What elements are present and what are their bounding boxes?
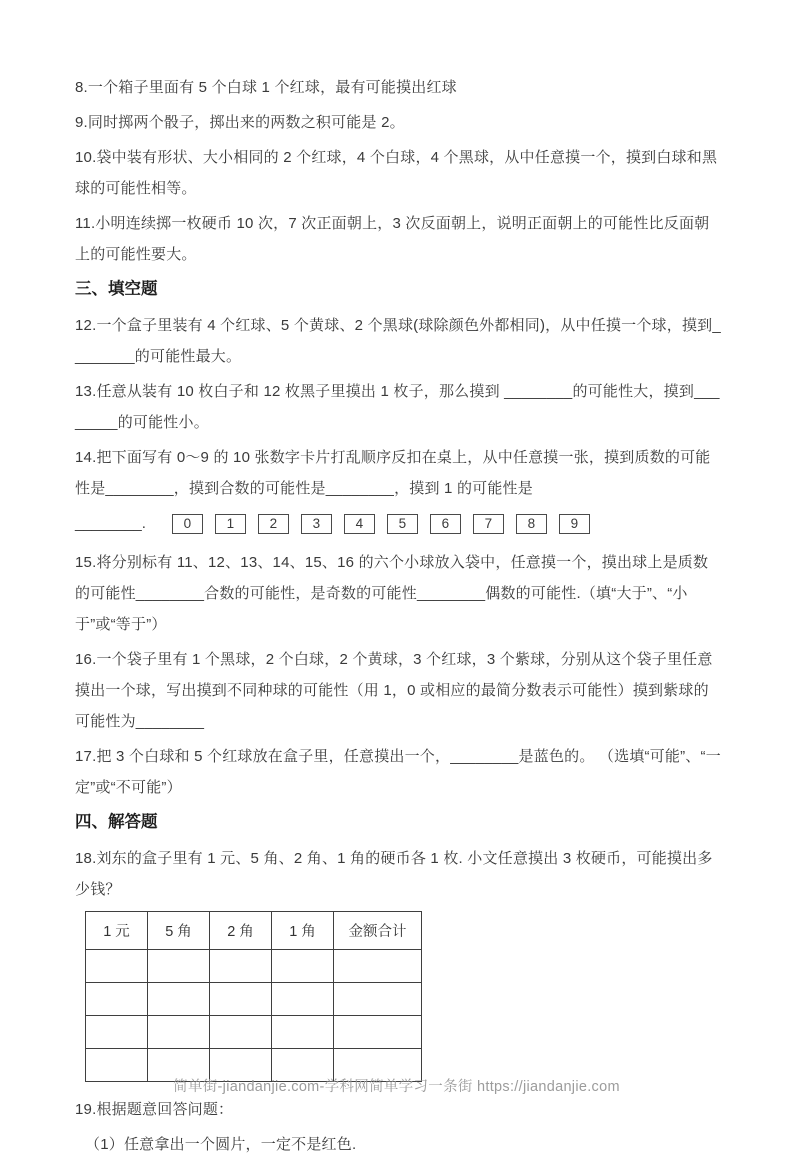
question-12: 12.一个盒子里装有 4 个红球、5 个黄球、2 个黑球(球除颜色外都相同)，从中任摸一个球，摸到________的可能性最大。 (75, 317, 721, 365)
footer-watermark: 简单街-jiandanjie.com-学科网简单学习一条街 https://jiandanjie.com (173, 1079, 620, 1095)
table-header-cell-total: 金额合计 (334, 912, 422, 950)
answer-table (85, 911, 422, 1082)
question-14-blank: ________. (75, 515, 146, 532)
table-cell (86, 983, 148, 1016)
table-header-cell-2jiao: 2 角 (210, 912, 272, 950)
table-header-cell-1yuan: 1 元 (86, 912, 148, 950)
digit-card-1: 1 (215, 514, 246, 534)
question-16: 16.一个袋子里有 1 个黑球，2 个白球，2 个黄球，3 个红球，3 个紫球，分别从这个袋子里任意摸出一个球，写出摸到不同种球的可能性（用 1，0 或相应的最简分数表示可能性）摸到紫球的可能性为________ (75, 651, 713, 730)
table-cell (272, 983, 334, 1016)
digit-card-3: 3 (301, 514, 332, 534)
digit-cards-row (75, 508, 721, 539)
table-cell (148, 1016, 210, 1049)
question-15: 15.将分别标有 11、12、13、14、15、16 的六个小球放入袋中，任意摸一个，摸出球上是质数的可能性________合数的可能性，是奇数的可能性________偶数的可能性.（填“大于”、“小于”或“等于”） (75, 554, 709, 633)
question-9: 9.同时掷两个骰子，掷出来的两数之积可能是 2。 (75, 114, 405, 131)
question-17: 17.把 3 个白球和 5 个红球放在盒子里，任意摸出一个，________是蓝色的。 （选填“可能”、“一定”或“不可能”） (75, 748, 721, 796)
section-header-answer: 四、解答题 (75, 813, 158, 831)
digit-card-2: 2 (258, 514, 289, 534)
table-cell (210, 983, 272, 1016)
question-13: 13.任意从装有 10 枚白子和 12 枚黑子里摸出 1 枚子，那么摸到 ________的可能性大，摸到________的可能性小。 (75, 383, 720, 431)
question-10: 10.袋中装有形状、大小相同的 2 个红球，4 个白球，4 个黑球，从中任意摸一个，摸到白球和黑球的可能性相等。 (75, 149, 718, 197)
digit-card-7: 7 (473, 514, 504, 534)
table-header-row (86, 912, 422, 950)
table-cell (334, 1016, 422, 1049)
table-cell (210, 1016, 272, 1049)
table-cell (86, 950, 148, 983)
digit-card-6: 6 (430, 514, 461, 534)
table-row (86, 950, 422, 983)
table-cell (272, 1016, 334, 1049)
table-row (86, 1016, 422, 1049)
table-cell (272, 950, 334, 983)
digit-card-5: 5 (387, 514, 418, 534)
question-8: 8.一个箱子里面有 5 个白球 1 个红球，最有可能摸出红球 (75, 79, 457, 96)
table-header-cell-5jiao: 5 角 (148, 912, 210, 950)
table-cell (148, 983, 210, 1016)
table-cell (334, 983, 422, 1016)
digit-card-8: 8 (516, 514, 547, 534)
table-header-cell-1jiao: 1 角 (272, 912, 334, 950)
digit-card-4: 4 (344, 514, 375, 534)
table-cell (210, 950, 272, 983)
table-cell (86, 1016, 148, 1049)
question-18: 18.刘东的盒子里有 1 元、5 角、2 角、1 角的硬币各 1 枚. 小文任意摸出 3 枚硬币，可能摸出多少钱？ (75, 850, 713, 898)
digit-card-0: 0 (172, 514, 203, 534)
question-19: 19.根据题意回答问题： (75, 1101, 234, 1118)
question-11: 11.小明连续掷一枚硬币 10 次，7 次正面朝上，3 次反面朝上，说明正面朝上的可能性比反面朝上的可能性要大。 (75, 215, 710, 263)
table-row (86, 983, 422, 1016)
section-header-fill-blank: 三、填空题 (75, 280, 158, 298)
question-19-sub-1: （1）任意拿出一个圆片，一定不是红色. (85, 1136, 357, 1153)
table-cell (148, 950, 210, 983)
question-14: 14.把下面写有 0～9 的 10 张数字卡片打乱顺序反扣在桌上，从中任意摸一张，摸到质数的可能性是________，摸到合数的可能性是________，摸到 1 的可能性是 (75, 449, 711, 497)
digit-card-9: 9 (559, 514, 590, 534)
table-cell (334, 950, 422, 983)
